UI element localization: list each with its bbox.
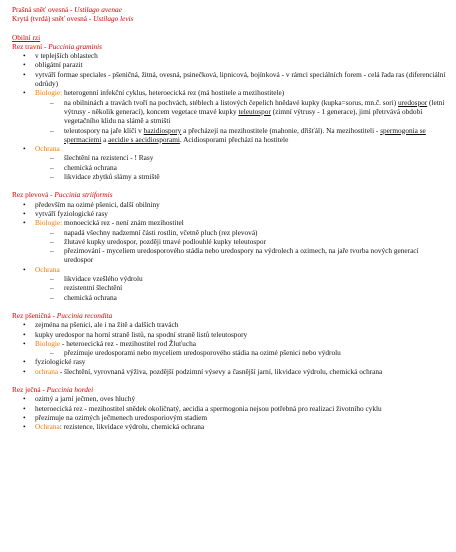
list-item: • fyziologické rasy xyxy=(12,357,446,366)
list-item-ochrana: • Ochrana – likvidace vzešlého výdrolu – rezistentní šlechtění – chemická ochrana xyxy=(12,265,446,302)
heading-rez-psenicna: Rez pšeničná - Puccinia recondita xyxy=(12,310,113,320)
sub-list-item: – teleutospory na jaře klíčí v bazidiospory a přecházejí na mezihostitele (mahonie, dřišťál). Na mezihostiteli - spermogonia se spermaciemi a aecidie s aecidiosporami. Acidiosporami přechází na hostitele xyxy=(12,126,446,145)
heading-rez-plevova: Rez plevová - Puccinia striiformis xyxy=(12,190,113,200)
sub-list-item: – přezimování - myceliem uredosporového stádia nebo uredospory na výdrolech a ozimech, na jaře tvorba nových generací uredospor xyxy=(12,246,446,265)
rez-travni-list xyxy=(12,51,446,181)
list-item: • zejména na pšenici, ale i na žitě a dalších travách xyxy=(12,320,446,329)
sub-list-item: – chemická ochrana xyxy=(12,163,446,172)
sub-list-item: – šlechtění na rezistenci - ! Rasy xyxy=(12,153,446,162)
heading-rez-travni: Rez travní - Puccinia graminis xyxy=(12,41,102,51)
section-title: Obilní rzi xyxy=(12,32,41,42)
list-item: • kupky uredospor na horní straně listů, na spodní straně listů teleutospory xyxy=(12,330,446,339)
header-line-avenae: Prašná sněť ovesná - Ustilago avenae xyxy=(12,5,122,14)
list-item: • především na ozimé pšenici, další obilniny xyxy=(12,200,446,209)
list-item: • přezimuje na ozimých ječmenech uredosporiovým stadiem xyxy=(12,413,446,422)
sub-list-item: – napadá všechny nadzemní části rostlin, včetně pluch (rez plevová) xyxy=(12,228,446,237)
list-item-biologie: • Biologie - heteroecická rez - mezihostitel rod Žluťucha – přezimuje uredosporami nebo myceliem uredosporového stádia na ozimé pšenici nebo výdrolu xyxy=(12,339,446,358)
list-item: • vytváří fyziologické rasy xyxy=(12,209,446,218)
list-item: • v teplejších oblastech xyxy=(12,51,446,60)
list-item: • heteroecická rez - mezihostitel snědek okoličnatý, aecidia a spermogonia nejsou potřebná pro realizaci životního cyklu xyxy=(12,404,446,413)
list-item-biologie: • Biologie: heterogenní infekční cyklus, heteroecická rez (má hostitele a mezihostitele) – na obilninách a travách tvoří na pochvách, stéblech a listových čepelích hnědavé kupky (kupka=sorus, mn.č. sori) uredospor (letní výtrusy - několik generací), koncem vegetace tmavé kupky teleutospor (zimní výtrusy - 1 generace), jimi přetrvává období vegetačního klidu na slámě a strništi – teleutospory na jaře klíčí v bazidiospory a přecházejí na mezihostitele (mahonie, dřišťál). Na mezihostiteli - spermogonia se spermaciemi a aecidie s aecidiosporami. Acidiosporami přechází na hostitele xyxy=(12,88,446,144)
sub-list-item: – přezimuje uredosporami nebo myceliem uredosporového stádia na ozimé pšenici nebo výdrolu xyxy=(12,348,446,357)
sub-list-item: – likvidace zbytků slámy a strniště xyxy=(12,172,446,181)
list-item-ochrana: • Ochrana: rezistence, likvidace výdrolu, chemická ochrana xyxy=(12,422,446,431)
list-item: • vytváří formae speciales - pšeničná, žitná, ovesná, psinečková, lipnicová, bojínková - v rámci speciálních forem - celá řada ras (diferenciální odrůdy) xyxy=(12,70,446,89)
sub-list-item: – rezistentní šlechtění xyxy=(12,283,446,292)
list-item: • ozimý a jarní ječmen, oves hluchý xyxy=(12,394,446,403)
sub-list-item: – na obilninách a travách tvoří na pochvách, stéblech a listových čepelích hnědavé kupky (kupka=sorus, mn.č. sori) uredospor (letní výtrusy - několik generací), koncem vegetace tmavé kupky teleutospor (zimní výtrusy - 1 generace), jimi přetrvává období vegetačního klidu na slámě a strništi xyxy=(12,98,446,126)
rez-jecna-list xyxy=(12,394,446,431)
list-item-ochrana: • Ochrana – šlechtění na rezistenci - ! Rasy – chemická ochrana – likvidace zbytků slámy a strniště xyxy=(12,144,446,181)
sub-list-item: – likvidace vzešlého výdrolu xyxy=(12,274,446,283)
list-item-ochrana: • ochrana - šlechtění, vyrovnaná výživa, pozdější podzimní výsevy a časnější jarní, likvidace výdrolu, chemická ochrana xyxy=(12,367,446,376)
rez-plevova-list xyxy=(12,200,446,302)
list-item-biologie: • Biologie: monoecická rez - není znám mezihostitel – napadá všechny nadzemní části rostlin, včetně pluch (rez plevová) – žlutavé kupky uredospor, později tmavé podlouhlé kupky teleutospor – přezimování - myceliem uredosporového stádia nebo uredospory na výdrolech a ozimech, na jaře tvorba nových generací uredospor xyxy=(12,218,446,264)
sub-list-item: – chemická ochrana xyxy=(12,293,446,302)
sub-list-item: – žlutavé kupky uredospor, později tmavé podlouhlé kupky teleutospor xyxy=(12,237,446,246)
heading-rez-jecna: Rez ječná - Puccinia hordei xyxy=(12,384,94,394)
list-item: • obligátní parazit xyxy=(12,60,446,69)
rez-psenicna-list xyxy=(12,320,446,376)
header-line-levis: Krytá (tvrdá) sněť ovesná - Ustilago levis xyxy=(12,14,134,24)
